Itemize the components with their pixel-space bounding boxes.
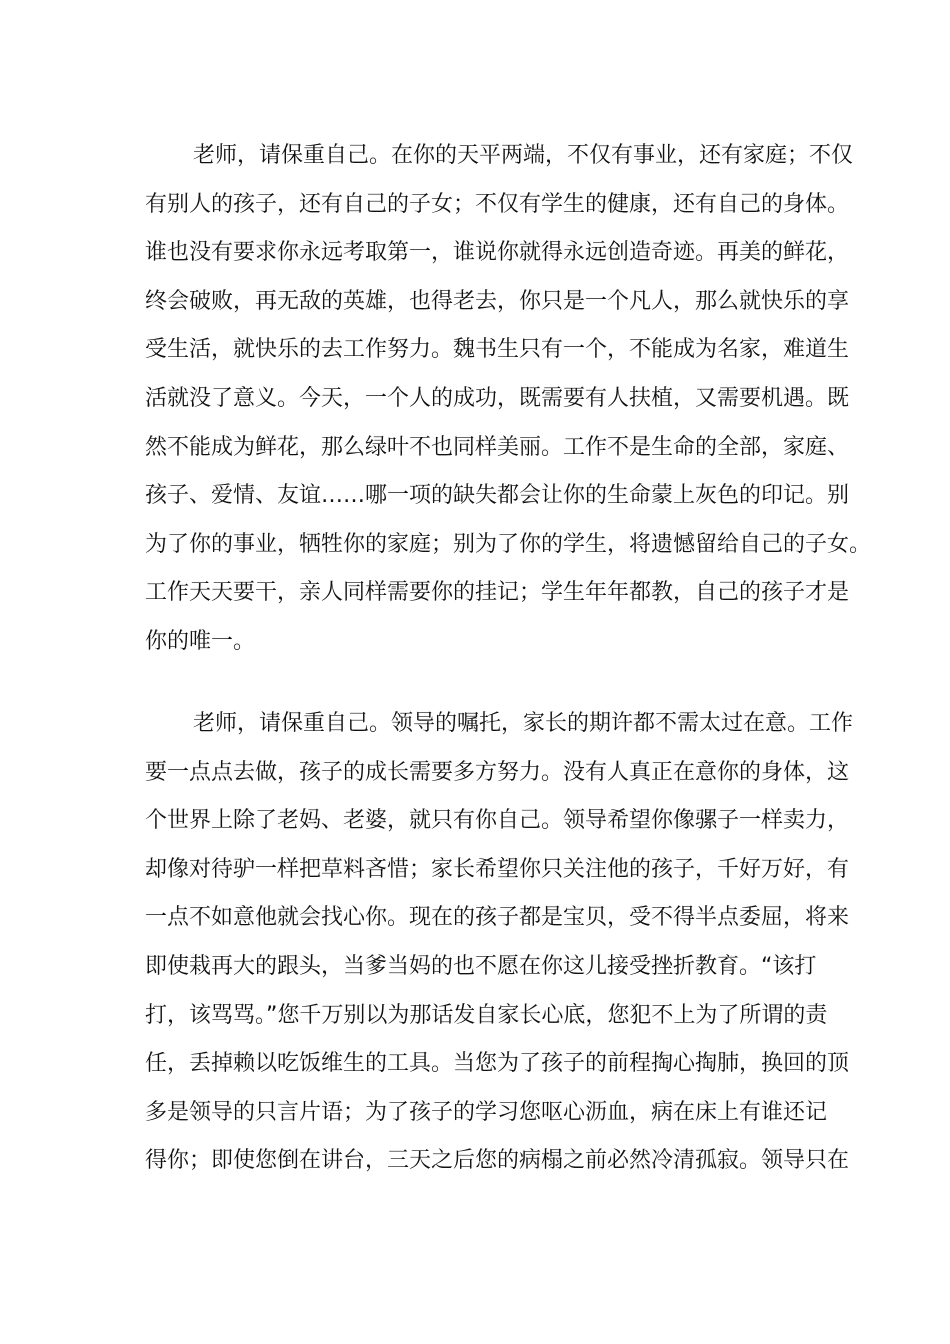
text-line: 打，该骂骂。”您千万别以为那话发自家长心底，您犯不上为了所谓的责 [145,1002,828,1028]
text-line: 得你；即使您倒在讲台，三天之后您的病榻之前必然冷清孤寂。领导只在 [145,1148,850,1174]
text-line: 多是领导的只言片语；为了孩子的学习您呕心沥血，病在床上有谁还记 [145,1099,828,1125]
text-line: 为了你的事业，牺牲你的家庭；别为了你的学生，将遗憾留给自己的子女。 [145,531,872,557]
text-line: 孩子、爱情、友谊……哪一项的缺失都会让你的生命蒙上灰色的印记。别 [145,483,850,509]
text-line: 老师，请保重自己。在你的天平两端，不仅有事业，还有家庭；不仅 [193,143,854,168]
text-line: 即使栽再大的跟头，当爹当妈的也不愿在你这儿接受挫折教育。“该打 [145,953,817,979]
text-line: 工作天天要干，亲人同样需要你的挂记；学生年年都教，自己的孩子才是 [145,580,850,606]
text-line: 受生活，就快乐的去工作努力。魏书生只有一个，不能成为名家，难道生 [145,337,850,363]
text-line: 一点不如意他就会找心你。现在的孩子都是宝贝，受不得半点委屈，将来 [145,905,850,931]
text-line: 你的唯一。 [145,628,256,654]
text-line: 老师，请保重自己。领导的嘱托，家长的期许都不需太过在意。工作 [193,711,854,736]
text-line: 然不能成为鲜花，那么绿叶不也同样美丽。工作不是生命的全部，家庭、 [145,434,850,460]
text-line: 却像对待驴一样把草料吝惜；家长希望你只关注他的孩子，千好万好，有 [145,856,850,882]
text-line: 任，丢掉赖以吃饭维生的工具。当您为了孩子的前程掏心掏肺，换回的顶 [145,1051,850,1077]
text-line: 个世界上除了老妈、老婆，就只有你自己。领导希望你像骡子一样卖力， [145,808,850,834]
text-line: 要一点点去做，孩子的成长需要多方努力。没有人真正在意你的身体，这 [145,759,850,785]
text-line: 谁也没有要求你永远考取第一，谁说你就得永远创造奇迹。再美的鲜花， [145,240,850,266]
paragraph-1 [145,132,872,667]
text-line: 有别人的孩子，还有自己的子女；不仅有学生的健康，还有自己的身体。 [145,191,850,217]
text-line: 终会破败，再无敌的英雄，也得老去，你只是一个凡人，那么就快乐的享 [145,288,850,314]
paragraph-2 [145,700,854,1186]
text-line: 活就没了意义。今天，一个人的成功，既需要有人扶植，又需要机遇。既 [145,385,850,411]
